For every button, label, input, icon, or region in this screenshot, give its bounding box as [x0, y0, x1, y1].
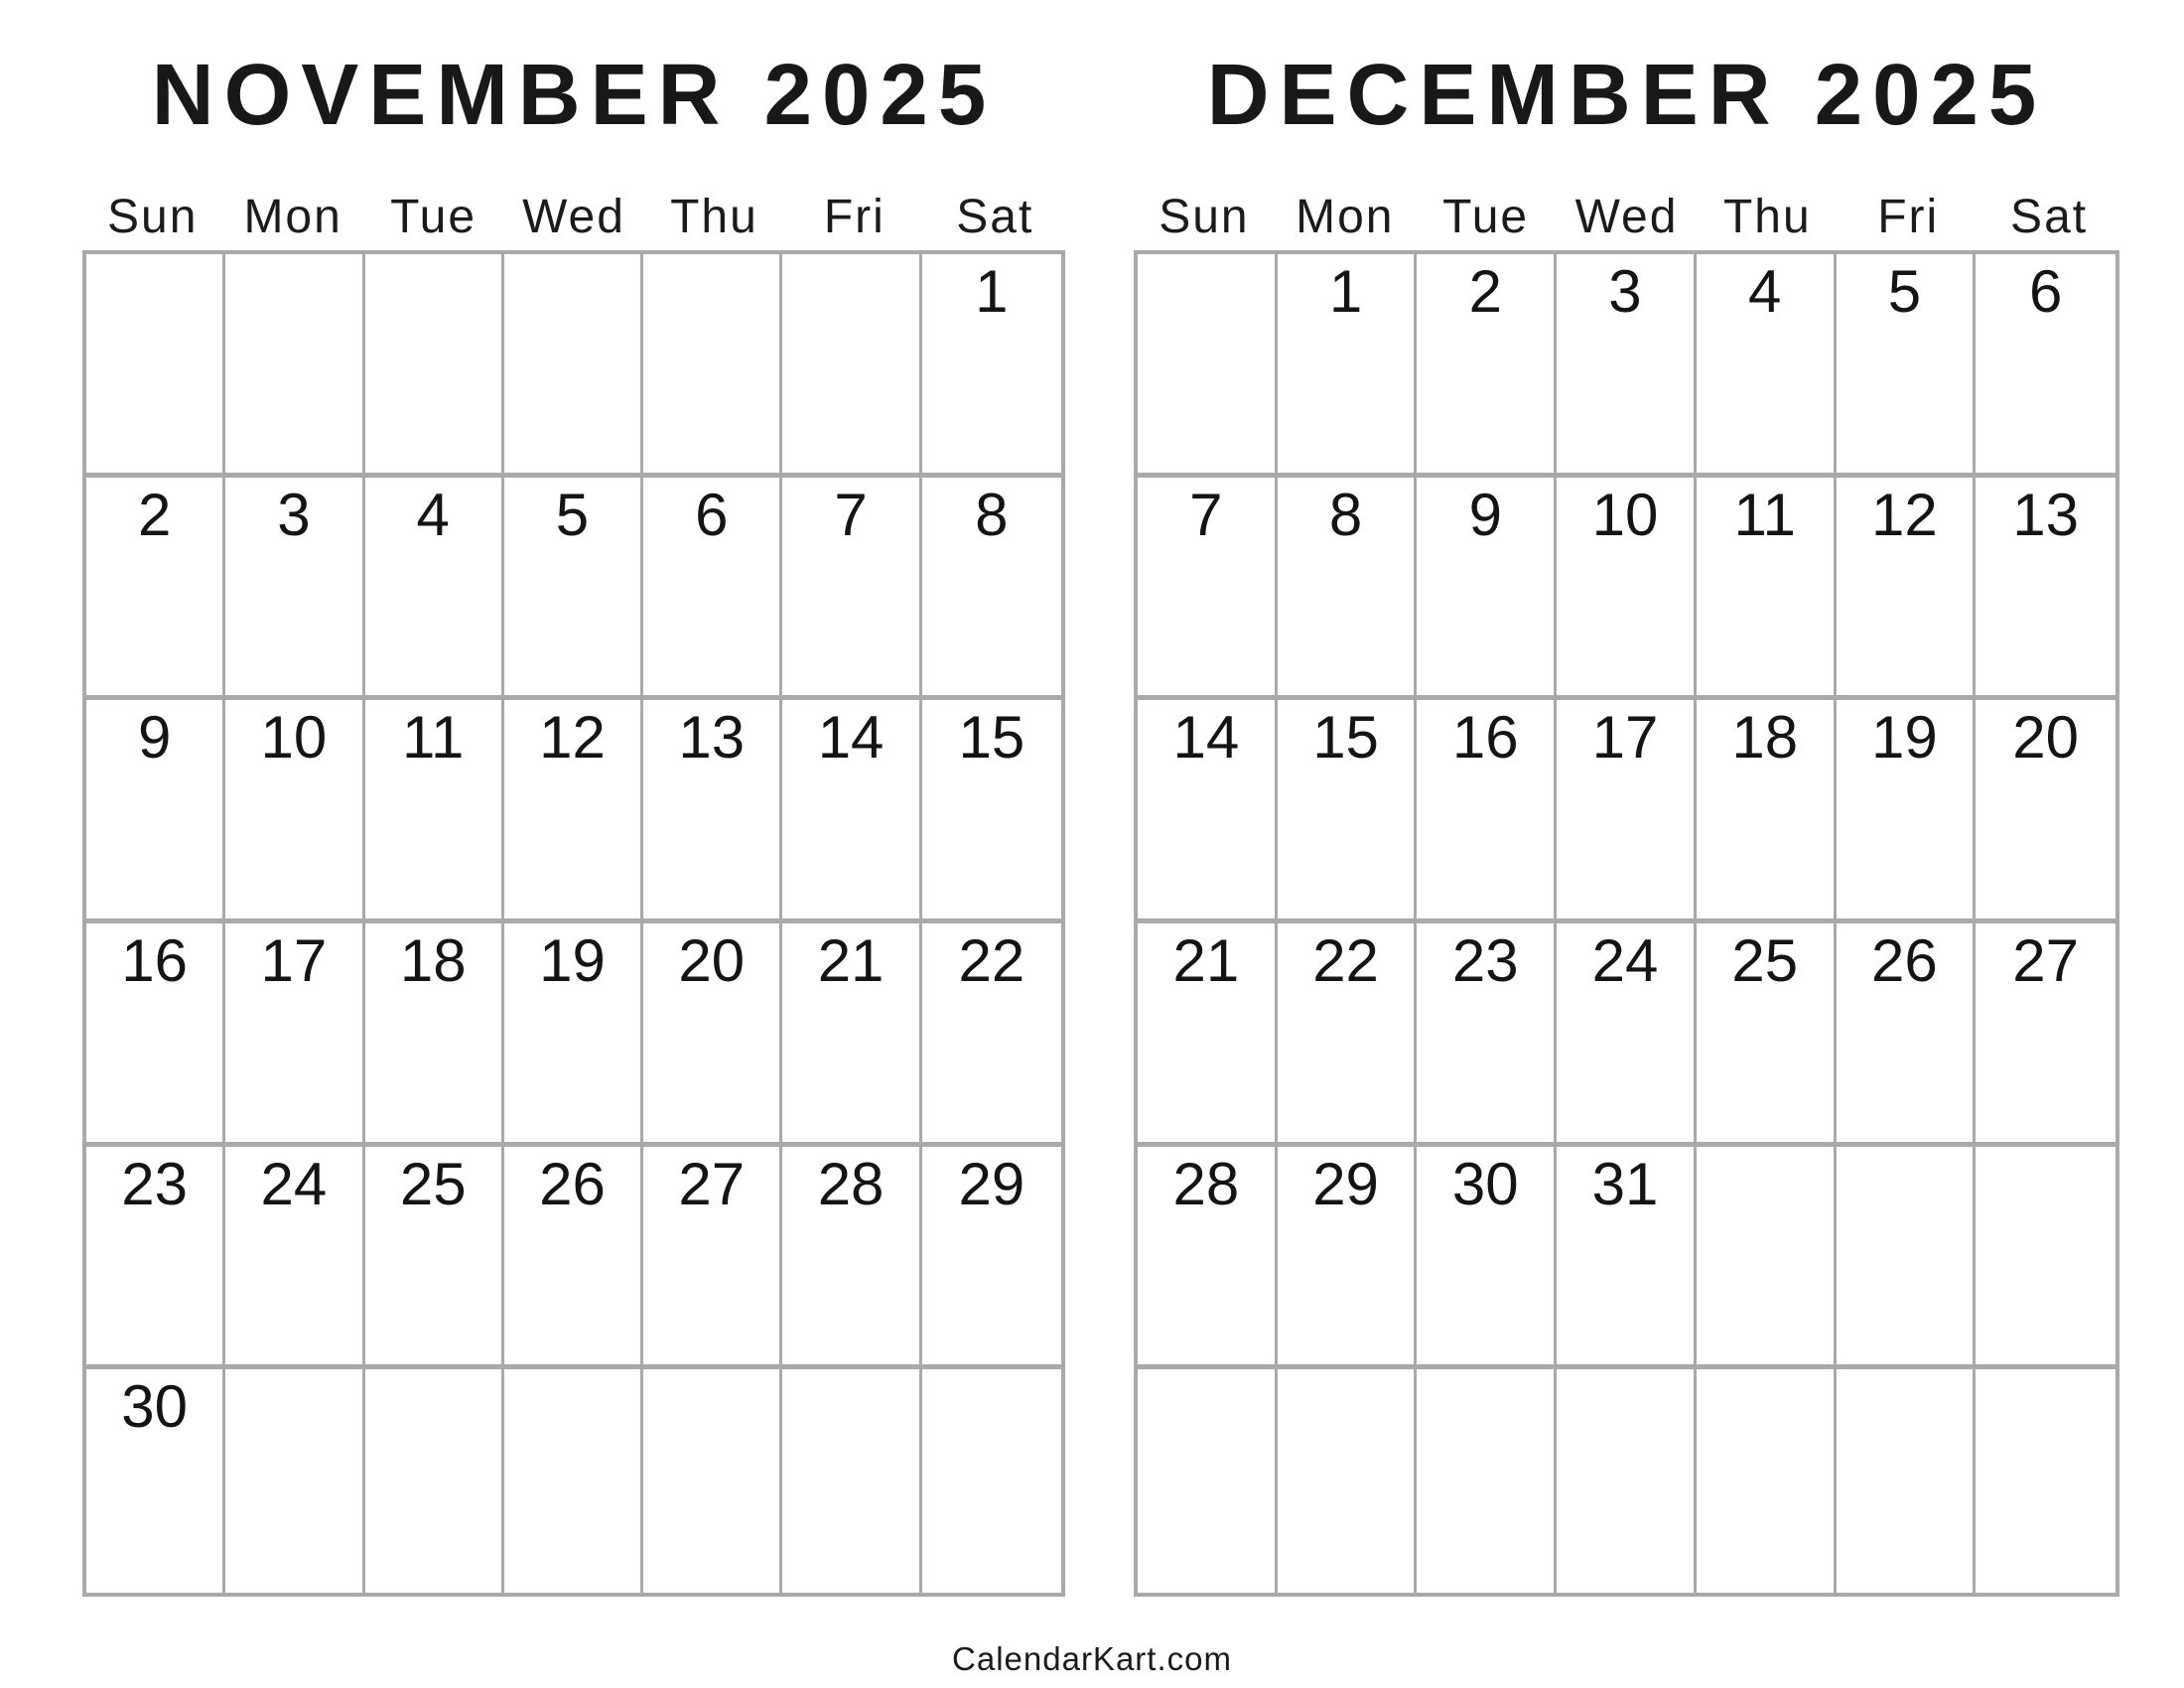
day-number: 20	[678, 927, 746, 994]
day-number: 18	[1731, 704, 1799, 772]
day-cell	[1976, 923, 2116, 1147]
day-number: 6	[695, 481, 729, 548]
day-number: 30	[121, 1373, 189, 1441]
day-number: 10	[1591, 481, 1659, 548]
day-cell	[1557, 923, 1697, 1147]
day-number: 21	[817, 927, 885, 994]
day-cell	[365, 700, 504, 923]
day-number: 7	[1189, 481, 1223, 548]
day-cell	[1138, 478, 1278, 701]
weekday-label-thu: Thu	[1722, 191, 1812, 243]
day-cell	[225, 1147, 364, 1370]
day-number: 10	[260, 704, 328, 772]
day-cell	[922, 1147, 1061, 1370]
weekday-label-sun: Sun	[1159, 191, 1250, 243]
day-cell	[1138, 700, 1278, 923]
day-cell	[365, 923, 504, 1147]
day-cell	[1976, 478, 2116, 701]
day-cell	[86, 1147, 225, 1370]
day-number: 3	[277, 481, 311, 548]
day-number: 3	[1608, 258, 1642, 325]
day-number: 17	[260, 927, 328, 994]
day-cell	[1417, 1369, 1557, 1593]
day-number: 25	[1731, 927, 1799, 994]
day-number: 25	[399, 1150, 467, 1217]
day-number: 2	[1468, 258, 1502, 325]
day-cell	[1278, 254, 1418, 478]
weekday-label-sat: Sat	[956, 191, 1034, 243]
month-title-november: NOVEMBER 2025	[151, 47, 997, 143]
day-cell	[504, 1369, 643, 1593]
day-cell	[782, 254, 921, 478]
day-number: 11	[402, 704, 465, 772]
day-cell	[782, 700, 921, 923]
day-cell	[1278, 478, 1418, 701]
day-cell	[1557, 254, 1697, 478]
day-cell	[504, 1147, 643, 1370]
day-number: 20	[2012, 704, 2079, 772]
day-cell	[86, 1369, 225, 1593]
day-number: 9	[1468, 481, 1502, 548]
day-cell	[643, 1369, 782, 1593]
day-number: 8	[1328, 481, 1363, 548]
day-cell	[504, 923, 643, 1147]
day-cell	[1138, 1147, 1278, 1370]
day-cell	[1697, 923, 1837, 1147]
day-number: 15	[1312, 704, 1379, 772]
day-number: 12	[539, 704, 606, 772]
day-number: 9	[137, 704, 172, 772]
day-cell	[1278, 1369, 1418, 1593]
weekday-label-sun: Sun	[107, 191, 199, 243]
day-cell	[365, 1369, 504, 1593]
weekday-label-wed: Wed	[1574, 191, 1679, 243]
day-number: 21	[1172, 927, 1240, 994]
day-cell	[225, 254, 364, 478]
day-cell	[365, 254, 504, 478]
day-number: 4	[416, 481, 450, 548]
month-title-december: DECEMBER 2025	[1206, 47, 2047, 143]
day-cell	[1697, 1369, 1837, 1593]
day-number: 19	[539, 927, 606, 994]
weekday-label-fri: Fri	[823, 191, 886, 243]
day-number: 1	[1328, 258, 1363, 325]
day-cell	[1417, 700, 1557, 923]
weekday-label-mon: Mon	[1296, 191, 1395, 243]
day-cell	[643, 1147, 782, 1370]
day-number: 11	[1733, 481, 1796, 548]
day-number: 5	[555, 481, 590, 548]
day-cell	[86, 478, 225, 701]
weekday-label-tue: Tue	[390, 191, 478, 243]
day-cell	[225, 1369, 364, 1593]
day-number: 26	[1871, 927, 1938, 994]
month-grid-december	[1134, 250, 2119, 1597]
day-cell	[1557, 1147, 1697, 1370]
day-number: 4	[1748, 258, 1782, 325]
day-number: 18	[399, 927, 467, 994]
day-cell	[922, 254, 1061, 478]
day-number: 8	[975, 481, 1009, 548]
day-number: 1	[975, 258, 1009, 325]
day-cell	[86, 700, 225, 923]
day-number: 28	[817, 1150, 885, 1217]
day-cell	[86, 923, 225, 1147]
day-number: 22	[1312, 927, 1379, 994]
day-number: 26	[539, 1150, 606, 1217]
day-cell	[782, 1147, 921, 1370]
day-number: 14	[817, 704, 885, 772]
day-cell	[225, 478, 364, 701]
day-cell	[225, 923, 364, 1147]
day-cell	[643, 923, 782, 1147]
day-number: 22	[958, 927, 1025, 994]
weekday-label-wed: Wed	[522, 191, 625, 243]
day-cell	[782, 478, 921, 701]
day-cell	[1557, 1369, 1697, 1593]
day-number: 28	[1172, 1150, 1240, 1217]
day-cell	[1138, 923, 1278, 1147]
day-number: 7	[834, 481, 868, 548]
day-cell	[643, 478, 782, 701]
day-cell	[1278, 1147, 1418, 1370]
day-number: 6	[2028, 258, 2063, 325]
day-cell	[1278, 700, 1418, 923]
day-cell	[365, 1147, 504, 1370]
day-cell	[1417, 1147, 1557, 1370]
day-number: 29	[1312, 1150, 1379, 1217]
weekday-header-row-november	[82, 191, 1065, 244]
day-cell	[504, 700, 643, 923]
day-number: 19	[1871, 704, 1938, 772]
day-cell	[1697, 700, 1837, 923]
day-number: 30	[1451, 1150, 1519, 1217]
day-cell	[643, 700, 782, 923]
weekday-header-row-december	[1134, 191, 2119, 244]
day-number: 31	[1591, 1150, 1659, 1217]
day-cell	[1837, 254, 1977, 478]
day-number: 12	[1871, 481, 1938, 548]
day-cell	[922, 700, 1061, 923]
day-cell	[922, 478, 1061, 701]
day-number: 2	[137, 481, 172, 548]
day-number: 23	[1451, 927, 1519, 994]
day-cell	[1837, 700, 1977, 923]
day-cell	[1138, 1369, 1278, 1593]
day-cell	[1837, 1369, 1977, 1593]
day-cell	[643, 254, 782, 478]
day-cell	[504, 478, 643, 701]
day-cell	[782, 923, 921, 1147]
day-cell	[1417, 923, 1557, 1147]
day-number: 16	[1451, 704, 1519, 772]
day-cell	[782, 1369, 921, 1593]
day-number: 24	[1591, 927, 1659, 994]
day-number: 29	[958, 1150, 1025, 1217]
day-number: 27	[2012, 927, 2079, 994]
day-cell	[86, 254, 225, 478]
weekday-label-mon: Mon	[243, 191, 342, 243]
day-cell	[1837, 923, 1977, 1147]
day-cell	[225, 700, 364, 923]
day-number: 24	[260, 1150, 328, 1217]
weekday-label-sat: Sat	[2010, 191, 2089, 243]
day-cell	[1278, 923, 1418, 1147]
weekday-label-tue: Tue	[1442, 191, 1530, 243]
day-number: 17	[1591, 704, 1659, 772]
footer-branding: CalendarKart.com	[952, 1640, 1232, 1677]
weekday-label-thu: Thu	[670, 191, 758, 243]
day-number: 13	[678, 704, 746, 772]
day-cell	[1417, 254, 1557, 478]
day-number: 27	[678, 1150, 746, 1217]
day-cell	[1697, 254, 1837, 478]
day-number: 14	[1172, 704, 1240, 772]
day-cell	[922, 1369, 1061, 1593]
day-cell	[365, 478, 504, 701]
day-cell	[1557, 478, 1697, 701]
day-cell	[1697, 1147, 1837, 1370]
day-cell	[1138, 254, 1278, 478]
day-cell	[1837, 1147, 1977, 1370]
day-number: 13	[2012, 481, 2079, 548]
day-number: 23	[121, 1150, 189, 1217]
day-cell	[1697, 478, 1837, 701]
day-cell	[1837, 478, 1977, 701]
day-cell	[1557, 700, 1697, 923]
day-cell	[1976, 254, 2116, 478]
day-number: 16	[121, 927, 189, 994]
weekday-label-fri: Fri	[1877, 191, 1940, 243]
day-cell	[1976, 700, 2116, 923]
day-number: 5	[1887, 258, 1922, 325]
day-cell	[922, 923, 1061, 1147]
month-grid-november	[82, 250, 1065, 1597]
day-number: 15	[958, 704, 1025, 772]
day-cell	[1976, 1369, 2116, 1593]
day-cell	[1417, 478, 1557, 701]
day-cell	[504, 254, 643, 478]
day-cell	[1976, 1147, 2116, 1370]
